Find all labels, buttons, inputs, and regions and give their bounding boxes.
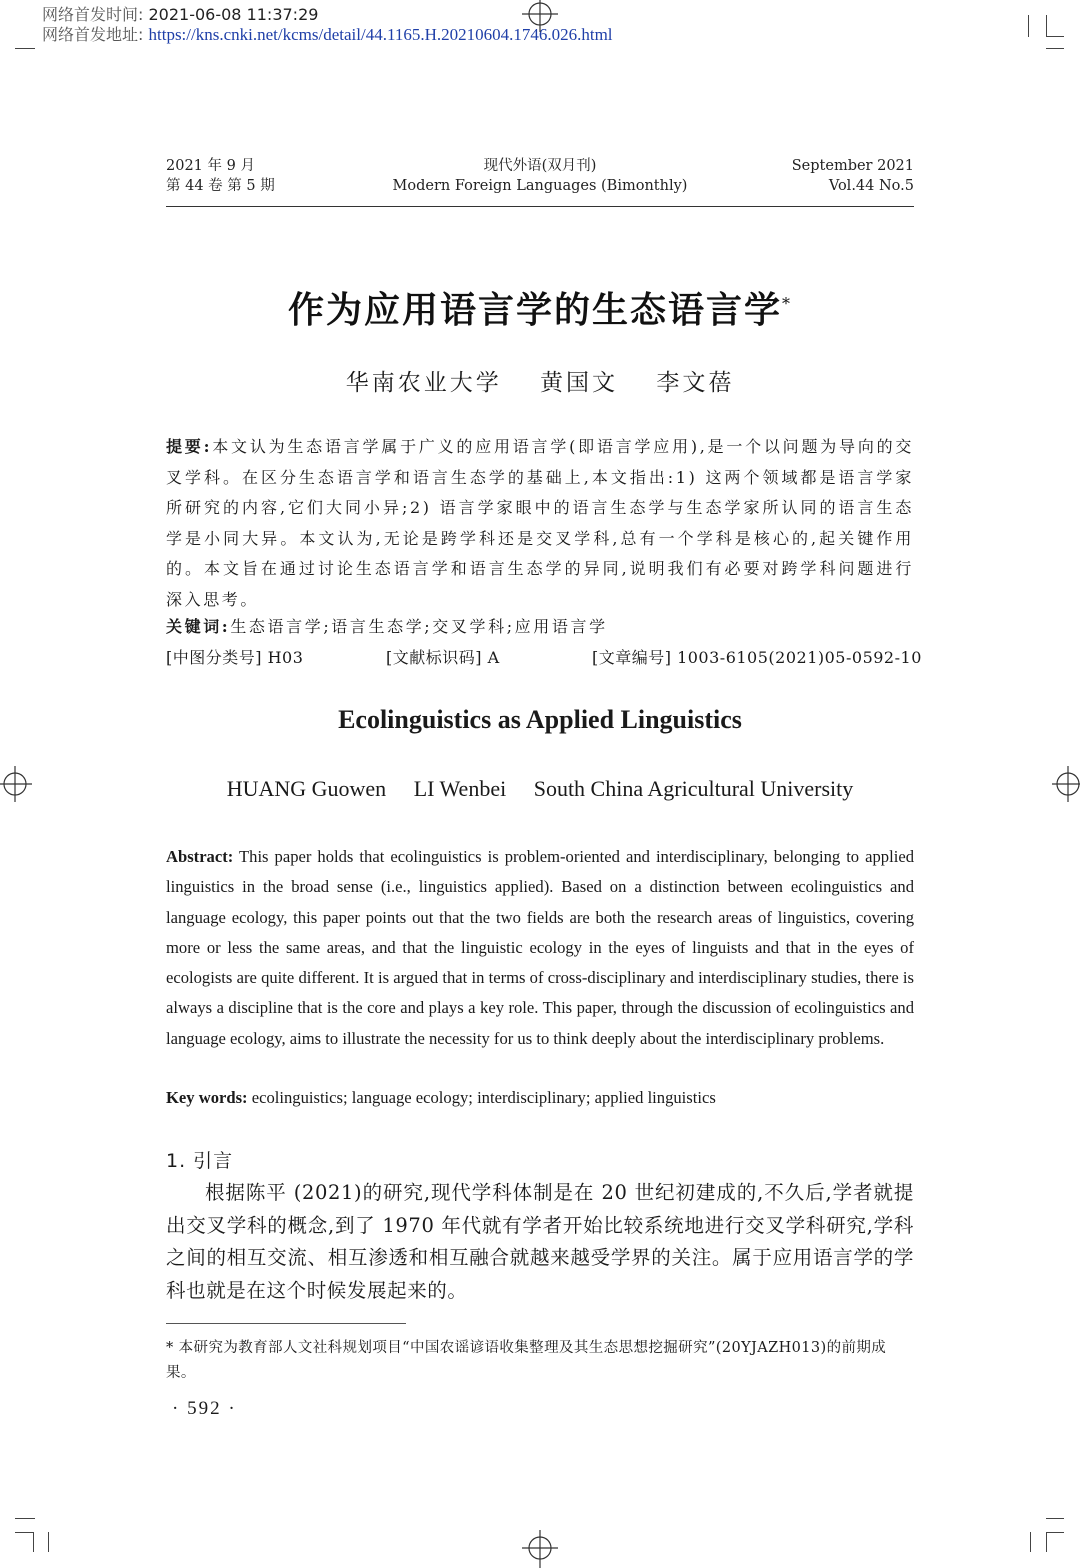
affiliation-cn: 华南农业大学	[345, 370, 502, 396]
article-title-cn	[0, 282, 1080, 333]
issue-date-cn: 2021 年 9 月	[166, 158, 255, 174]
authors-en	[0, 776, 1080, 802]
authors-cn	[0, 364, 1080, 397]
abstract-cn-label: 提要:	[166, 437, 213, 456]
registration-mark-icon	[520, 1528, 560, 1568]
volume-cn: 第 44 卷 第 5 期	[166, 178, 275, 194]
journal-name-cn: 现代外语(双月刊)	[483, 158, 597, 174]
section-body	[166, 1177, 914, 1307]
publish-time	[42, 5, 318, 24]
abstract-cn-text: 本文认为生态语言学属于广义的应用语言学(即语言学应用),是一个以问题为导向的交叉学科。在区分生态语言学和语言生态学的基础上,本文指出:1) 这两个领域都是语言学家所研究的内容,它们大同小异;2) 语言学家眼中的语言生态学与生态学家所认同的语言生态学是小同大异。本文认为,无论是跨学科还是交叉学科,总有一个学科是核心的,起关键作用的。本文旨在通过讨论生态语言学和语言生态学的异同,说明我们有必要对跨学科问题进行深入思考。	[166, 437, 914, 609]
publish-time-value: 2021-06-08 11:37:29	[148, 5, 319, 24]
keywords-cn-label: 关键词:	[166, 617, 231, 636]
crop-mark	[1046, 48, 1064, 49]
header-rule	[166, 206, 914, 207]
author-en: HUANG Guowen	[226, 776, 387, 801]
abstract-en	[166, 842, 914, 1054]
paragraph: 根据陈平 (2021)的研究,现代学科体制是在 20 世纪初建成的,不久后,学者就提出交叉学科的概念,到了 1970 年代就有学者开始比较系统地进行交叉学科研究,学科之间的相互交流、相互渗透和相互融合就越来越受学界的关注。属于应用语言学的学科也就是在这个时候发展起来的。	[166, 1181, 914, 1302]
crop-mark	[15, 48, 35, 49]
abstract-en-label: Abstract:	[166, 847, 234, 866]
running-head-left	[166, 156, 275, 196]
running-head-right	[714, 156, 914, 196]
section-heading: 1. 引言	[166, 1150, 234, 1172]
crop-mark	[15, 1518, 35, 1519]
title-footnote-mark[interactable]: *	[782, 294, 792, 313]
crop-mark	[48, 1532, 49, 1552]
page-number: · 592 ·	[172, 1398, 237, 1419]
publish-address-label: 网络首发地址:	[42, 25, 144, 44]
footnote-rule	[166, 1323, 406, 1324]
abstract-en-text: This paper holds that ecolinguistics is problem-oriented and interdisciplinary, belonging to applied linguistics in the broad sense (i.e., linguistics applied). Based on a distinction between ecolinguistics and language ecology, this paper points out that the two fields are both the research areas of linguistics, covering more or less the same areas, and that the linguistic ecology in the eyes of linguists and that in the eyes of ecologists are quite different. It is argued that in terms of cross-disciplinary and interdisciplinary studies, there is always a discipline that is the core and plays a key role. This paper, through the discussion of ecolinguistics and language ecology, aims to illustrate the necessity for us to think deeply about the interdisciplinary problems.	[166, 847, 914, 1048]
keywords-en-text: ecolinguistics; language ecology; interdisciplinary; applied linguistics	[251, 1088, 716, 1107]
crop-mark	[15, 1532, 33, 1533]
crop-mark	[33, 1532, 34, 1552]
document-code: [文献标识码] A	[386, 648, 500, 667]
crop-mark	[1046, 1532, 1047, 1552]
issue-date-en: September 2021	[791, 158, 914, 174]
crop-mark	[1028, 15, 1029, 37]
journal-name-en: Modern Foreign Languages (Bimonthly)	[392, 178, 688, 194]
author-cn: 李文蓓	[656, 370, 735, 396]
author-cn: 黄国文	[540, 370, 618, 396]
title-text: 作为应用语言学的生态语言学	[287, 289, 782, 331]
crop-mark	[1046, 15, 1047, 37]
keywords-en-label: Key words:	[166, 1088, 248, 1107]
keywords-cn	[166, 615, 914, 639]
footnote: * 本研究为教育部人文社科规划项目“中国农谣谚语收集整理及其生态思想挖掘研究”(20YJAZH013)的前期成果。	[166, 1340, 887, 1381]
crop-mark	[1030, 1532, 1031, 1552]
crop-mark	[1046, 36, 1064, 37]
article-title-en: Ecolinguistics as Applied Linguistics	[338, 705, 742, 734]
crop-mark	[1046, 1532, 1064, 1533]
volume-en: Vol.44 No.5	[828, 178, 914, 194]
publish-time-label: 网络首发时间:	[42, 5, 144, 24]
author-en: LI Wenbei	[413, 776, 507, 801]
abstract-cn	[166, 432, 914, 615]
article-number: [文章编号] 1003-6105(2021)05-0592-10	[592, 648, 922, 667]
publish-address-link[interactable]: https://kns.cnki.net/kcms/detail/44.1165.H.20210604.1746.026.html	[148, 25, 613, 44]
clc-number: [中图分类号] H03	[166, 648, 304, 667]
registration-mark-icon	[520, 0, 560, 34]
affiliation-en: South China Agricultural University	[533, 776, 854, 801]
keywords-cn-text: 生态语言学;语言生态学;交叉学科;应用语言学	[230, 617, 608, 636]
running-head-center	[340, 156, 740, 196]
keywords-en	[166, 1086, 914, 1110]
crop-mark	[1046, 1518, 1064, 1519]
